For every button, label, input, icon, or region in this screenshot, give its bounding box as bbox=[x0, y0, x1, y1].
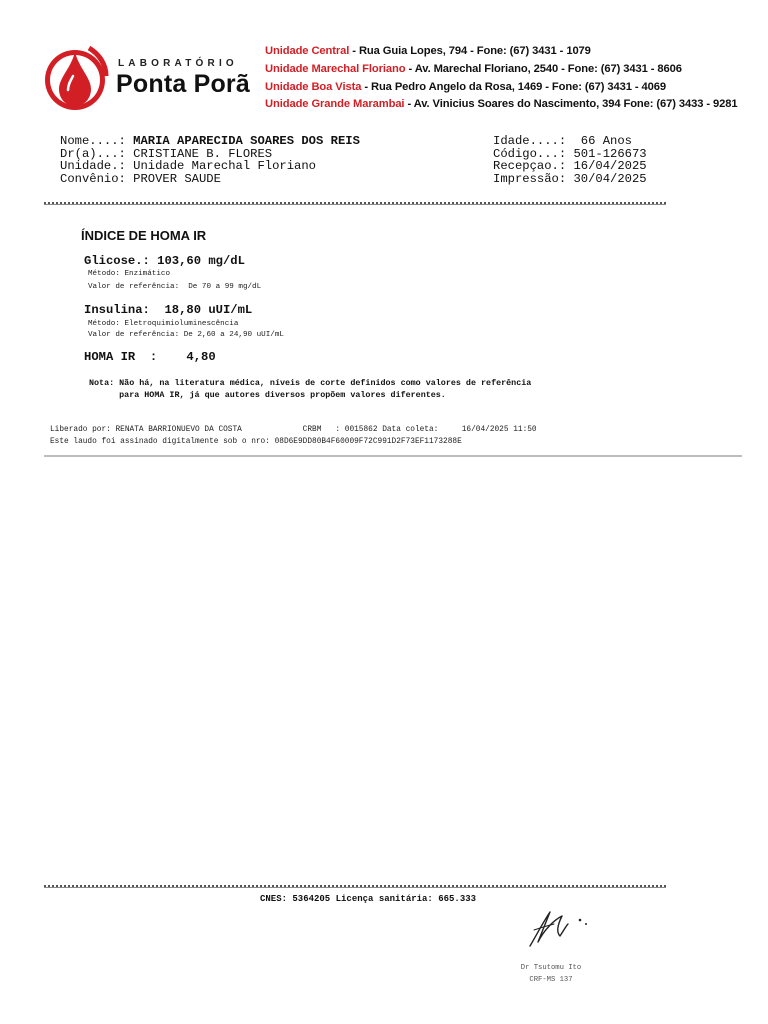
unit-line-central bbox=[265, 45, 591, 57]
glicose-method: Método: Enzimático bbox=[88, 270, 171, 278]
print-date: 30/04/2025 bbox=[573, 171, 647, 186]
patient-left-block bbox=[60, 135, 360, 185]
reception-date: 16/04/2025 bbox=[573, 159, 647, 173]
cnes-license: CNES: 5364205 Licença sanitária: 665.333 bbox=[260, 894, 477, 904]
homa-ir-result: HOMA IR : 4,80 bbox=[84, 350, 216, 364]
note-line-1: Nota: Não há, na literatura médica, níveis de corte definidos como valores de referência bbox=[89, 378, 532, 388]
nome-label: Nome....: bbox=[60, 134, 126, 148]
report-divider bbox=[44, 455, 742, 457]
note-line-2: para HOMA IR, já que autores diversos propõem valores diferentes. bbox=[89, 390, 446, 400]
unit-name: Unidade Grande Marambai bbox=[265, 98, 405, 110]
insurance-value: PROVER SAUDE bbox=[133, 171, 221, 186]
code-value: 501-126673 bbox=[573, 146, 647, 161]
code-label: Código...: bbox=[493, 146, 567, 161]
print-label: Impressão: bbox=[493, 171, 567, 186]
unit-name: Unidade Marechal Floriano bbox=[265, 63, 406, 75]
glicose-result: Glicose.: 103,60 mg/dL bbox=[84, 254, 245, 268]
digital-signature: Este laudo foi assinado digitalmente sob o nro: 08D6E9DD80B4F60009F72C991D2F73EF1173288E bbox=[50, 438, 462, 446]
unit-name: Unidade Central bbox=[265, 45, 350, 57]
unit-value: Unidade Marechal Floriano bbox=[133, 159, 316, 173]
signer-name: Dr Tsutomu Ito bbox=[520, 964, 582, 972]
age-label: Idade....: bbox=[493, 134, 567, 148]
unit-line-marambai bbox=[265, 98, 738, 110]
unit-line-marechal bbox=[265, 63, 682, 75]
unit-line-boa-vista bbox=[265, 81, 666, 93]
insulina-result: Insulina: 18,80 uUI/mL bbox=[84, 303, 253, 317]
logo-prefix: LABORATÓRIO bbox=[118, 58, 238, 69]
insulina-reference: Valor de referência: De 2,60 a 24,90 uUI/mL bbox=[88, 331, 284, 339]
age-value: 66 Anos bbox=[580, 134, 632, 148]
unit-info: - Av. Vinicius Soares do Nascimento, 394 Fone: (67) 3433 - 9281 bbox=[404, 98, 738, 110]
insulina-method: Método: Eletroquimioluminescência bbox=[88, 320, 239, 328]
unit-info: - Rua Pedro Angelo da Rosa, 1469 - Fone: (67) 3431 - 4069 bbox=[361, 81, 666, 93]
glicose-reference: Valor de referência: De 70 a 99 mg/dL bbox=[88, 283, 262, 291]
patient-name: MARIA APARECIDA SOARES DOS REIS bbox=[133, 134, 360, 148]
unit-label: Unidade.: bbox=[60, 159, 126, 173]
doctor-name: CRISTIANE B. FLORES bbox=[133, 146, 273, 161]
footer-separator-line bbox=[44, 885, 666, 888]
insurance-label: Convênio: bbox=[60, 171, 126, 186]
exam-title: ÍNDICE DE HOMA IR bbox=[81, 228, 207, 243]
unit-info: - Av. Marechal Floriano, 2540 - Fone: (67) 3431 - 8606 bbox=[405, 63, 682, 75]
unit-name: Unidade Boa Vista bbox=[265, 81, 362, 93]
doctor-label: Dr(a)...: bbox=[60, 146, 126, 161]
released-by: Liberado por: RENATA BARRIONUEVO DA COSTA CRBM : 0015862 Data coleta: 16/04/2025 11:50 bbox=[50, 426, 537, 434]
reception-label: Recepçao.: bbox=[493, 159, 567, 173]
logo-name: Ponta Porã bbox=[116, 70, 250, 98]
lab-logo-drop-icon bbox=[44, 42, 110, 112]
separator-line bbox=[44, 202, 666, 205]
signature-icon bbox=[524, 902, 596, 950]
unit-info: - Rua Guia Lopes, 794 - Fone: (67) 3431 - 1079 bbox=[349, 45, 591, 57]
patient-right-block bbox=[493, 135, 647, 185]
signer-crf: CRF-MS 137 bbox=[529, 976, 573, 984]
